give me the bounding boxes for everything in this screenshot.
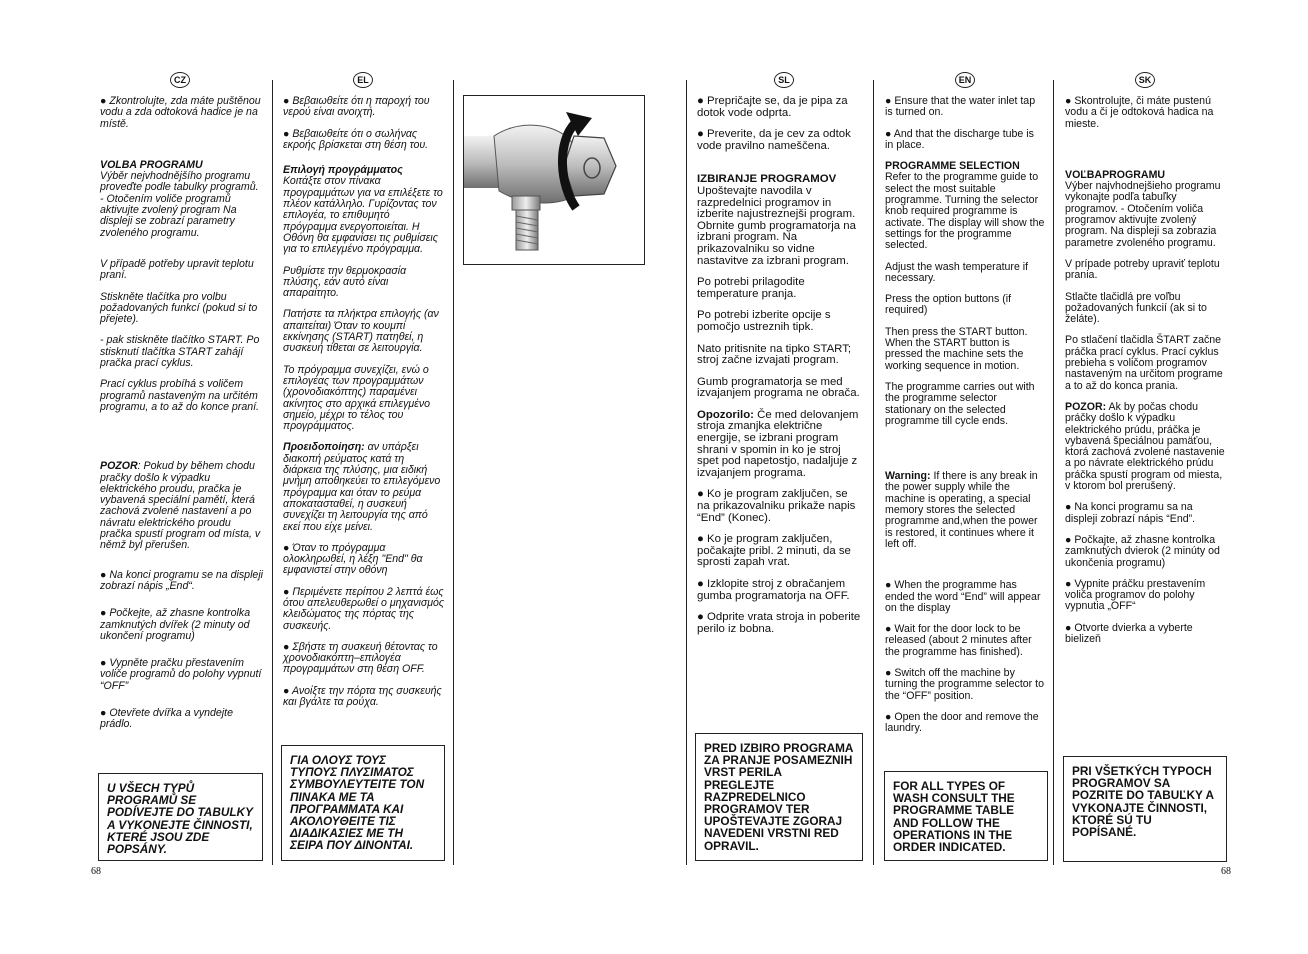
column-divider (453, 80, 454, 865)
text-paragraph: ● Open the door and remove the laundry. (885, 710, 1039, 735)
text-paragraph: ● Wait for the door lock to be released (about 2 minutes after the programme has finished). (885, 623, 1032, 658)
warning-text: Če med delovanjem stroja zmanjka električne energije, se izbrani program shrani v spomin in ko je stroj spet pod napetostjo, nadaljuje z izvajanjem programa. (697, 408, 859, 479)
text-paragraph: ● Switch off the machine by turning the programme selector to the “OFF” position. (885, 666, 1044, 702)
column-divider (1053, 80, 1054, 865)
badge-sl: SL (774, 72, 794, 88)
text-paragraph: Press the option buttons (if required) (885, 293, 1012, 317)
section-heading: IZBIRANJE PROGRAMOV (697, 173, 837, 186)
column-cz (100, 70, 264, 741)
note-box-cz: U VŠECH TYPŮ PROGRAMŮ SE PODÍVEJTE DO TABULKY A VYKONEJTE ČINNOSTI, KTERÉ JSOU ZDE POPSÁNY. (98, 773, 263, 861)
section-heading: VOLBA PROGRAMU (100, 158, 203, 171)
text-paragraph: ● Skontrolujte, či máte pustenú vodu a či je odtoková hadica na mieste. (1065, 95, 1214, 130)
text-paragraph: ● Zkontrolujte, zda máte puštěnou vodu a zda odtoková hadice je na místě. (100, 95, 261, 130)
text-paragraph: Stlačte tlačidlá pre voľbu požadovaných funkcií (ak si to želáte). (1065, 290, 1207, 326)
text-paragraph: Gumb programatorja se med izvajanjem programa ne obrača. (697, 375, 860, 400)
text-paragraph: Πατήστε τα πλήκτρα επιλογής (αν απαιτείται) Όταν το κουμπί εκκίνησης (START) πατηθεί, η συσκευή τίθεται σε λειτουργία. (283, 308, 439, 355)
text-paragraph: Výber najvhodnejšieho programu vykonajte podľa tabuľky programov. - Otočením voliča programov aktivujte zvolený program. Na displeji sa zobrazia parametre zvoleného programu. (1065, 180, 1221, 249)
text-paragraph: ● Vypněte pračku přestavením voliče programů do polohy vypnutí “OFF” (100, 657, 262, 692)
text-paragraph: Refer to the programme guide to select the most suitable programme. Turning the selector knob required programme is activate. The display will show the settings for the programme selected. (885, 171, 1045, 252)
column-el (283, 70, 445, 718)
text-paragraph: ● Na konci programu sa na displeji zobrazí nápis “End”. (1065, 501, 1196, 525)
section-heading: PROGRAMME SELECTION (885, 160, 1020, 173)
text-paragraph: Stiskněte tlačítka pro volbu požadovaných funkcí (pokud si to přejete). (100, 290, 258, 326)
warning-paragraph (283, 442, 445, 532)
warning-paragraph (1065, 402, 1228, 492)
warning-text: : Pokud by během chodu pračky došlo k výpadku elektrického proudu, pračka je vybavená speciální pamětí, která zachová zvolené nastavení a po návratu elektrického proudu pračka spustí program od místa, v němž byl přerušen. (100, 460, 261, 552)
text-paragraph: ● Ko je program zaključen, se na prikazovalniku prikaže napis “End” (Konec). (697, 488, 856, 524)
text-paragraph: ● Σβήστε τη συσκευή θέτοντας το χρονοδιακόπτη–επιλογέα προγραμμάτων στη θέση OFF. (283, 640, 438, 676)
text-paragraph: Po potrebi prilagodite temperature pranja. (697, 276, 805, 300)
warning-paragraph (697, 410, 863, 480)
text-paragraph: ● Περιμένετε περίπου 2 λεπτά έως ότου απελευθερωθεί ο μηχανισμός κλειδώματος της πόρτας της συσκευής. (283, 585, 445, 632)
text-paragraph: ● Otevřete dvířka a vyndejte prádlo. (100, 706, 233, 731)
text-paragraph: ● Ko je program zaključen, počakajte pribl. 2 minuti, da se sprosti zapah vrat. (697, 533, 851, 569)
section-heading: Επιλογή προγράμματος (283, 164, 403, 177)
text-paragraph: ● Prepričajte se, da je pipa za dotok vode odprta. (697, 95, 848, 119)
text-paragraph: Then press the START button. When the START button is pressed the machine sets the working sequence in motion. (885, 325, 1028, 372)
text-paragraph: ● And that the discharge tube is in place. (885, 127, 1034, 151)
text-paragraph: Ρυθμίστε την θερμοκρασία πλύσης, εάν αυτό είναι απαραίτητο. (283, 264, 407, 300)
column-divider (686, 80, 687, 865)
note-box-sk: PRI VŠETKÝCH TYPOCH PROGRAMOV SA POZRITE DO TABUĽKY A VYKONAJTE ČINNOSTI, KTORÉ SÚ TU POPÍSANÉ. (1063, 756, 1227, 862)
text-paragraph: ● Vypnite práčku prestavením voliča programov do polohy vypnutia „OFF“ (1065, 577, 1206, 613)
text-paragraph: ● Počkajte, až zhasne kontrolka zamknutých dvierok (2 minúty od ukončenia programu) (1065, 533, 1220, 569)
column-sl (697, 70, 863, 645)
warning-text: αν υπάρξει διακοπή ρεύματος κατά τη διάρκεια της πλύσης, μια ειδική μνήμη αποθηκεύει το επιλεγόμενο πρόγραμμα και όταν το ρεύμα αποκατασταθεί, η συσκευή συνεχίζει τη λειτουργία της από εκεί που είχε μείνει. (283, 441, 441, 533)
text-paragraph: Po potrebi izberite opcije s pomočjo ustreznih tipk. (697, 309, 831, 333)
column-sk (1065, 70, 1228, 655)
text-paragraph: ● Βεβαιωθείτε ότι η παροχή του νερού είναι ανοιχτή. (283, 95, 430, 119)
text-paragraph: ● Izklopite stroj z obračanjem gumba programatorja na OFF. (697, 578, 850, 602)
text-paragraph: ● Počkejte, až zhasne kontrolka zamknutých dvířek (2 minuty od ukončení programu) (100, 607, 251, 642)
text-paragraph: ● When the programme has ended the word “End” will appear on the display (885, 579, 1041, 614)
note-box-el: ΓΙΑ ΟΛΟΥΣ ΤΟΥΣ ΤΥΠΟΥΣ ΠΛΥΣΙΜΑΤΟΣ ΣΥΜΒΟΥΛΕΥΤΕΙΤΕ ΤΟΝ ΠΙΝΑΚΑ ΜΕ ΤΑ ΠΡΟΓΡΑΜΜΑΤΑ ΚΑΙ ΑΚΟΛΟΥΘΕΙΤΕ ΤΙΣ ΔΙΑΔΙΚΑΣΙΕΣ ΜΕ ΤΗ ΣΕΙΡΑ ΠΟΥ ΔΙΝΟΝΤΑΙ. (281, 745, 445, 861)
tap-illustration (463, 95, 645, 265)
page-number-left: 68 (91, 866, 101, 877)
warning-label: Opozorilo: (697, 408, 754, 421)
text-paragraph: Adjust the wash temperature if necessary. (885, 260, 1029, 284)
warning-label: POZOR (100, 460, 138, 473)
text-paragraph: V prípade potreby upraviť teplotu prania. (1065, 257, 1220, 282)
text-paragraph: Po stlačení tlačidla ŠTART začne práčka prací cyklus. Prací cyklus prebieha s voličom programov nastaveným na určitom programe a to až do konca prania. (1065, 334, 1223, 392)
badge-en: EN (955, 72, 975, 88)
text-paragraph: Výběr nejvhodnějšího programu proveďte podle tabulky programů. - Otočením voliče programů aktivujte zvolený program Na displeji se zobrazí parametry zvoleného programu. (100, 170, 259, 239)
text-paragraph: ● Ensure that the water inlet tap is turned on. (885, 95, 1036, 119)
text-paragraph: ● Otvorte dvierka a vyberte bielizeň (1065, 621, 1193, 645)
warning-text: Ak by počas chodu práčky došlo k výpadku elektrického prúdu, práčka je vybavená špeciálnou pamäťou, ktorá zachová zvolené nastavenie a po návrate elektrického prúdu práčka spustí program od miesta, v ktorom bol prerušený. (1065, 400, 1225, 493)
text-paragraph: ● Ανοίξτε την πόρτα της συσκευής και βγάλτε τα ρούχα. (283, 684, 442, 709)
text-paragraph: ● Odprite vrata stroja in poberite perilo iz bobna. (697, 611, 861, 635)
text-paragraph: - pak stiskněte tlačítko START. Po stisknutí tlačítka START zahájí pračka prací cyklus. (100, 334, 260, 370)
text-paragraph: Nato pritisnite na tipko START; stroj začne izvajati program. (697, 342, 852, 367)
text-paragraph: ● Na konci programu se na displeji zobrazí nápis „End“. (100, 568, 264, 592)
warning-label: POZOR: (1065, 400, 1107, 413)
page-number-right: 68 (1221, 866, 1231, 877)
text-paragraph: The programme carries out with the programme selector stationary on the selected programme till cycle ends. (885, 380, 1035, 427)
column-divider (272, 80, 273, 865)
section-heading: VOĽBAPROGRAMU (1065, 168, 1166, 181)
badge-el: EL (353, 72, 373, 88)
text-paragraph: Prací cyklus probíhá s voličem programů nastaveným na určitém programu, a to až do konce praní. (100, 378, 259, 413)
badge-cz: CZ (170, 72, 190, 88)
text-paragraph: Το πρόγραμμα συνεχίζει, ενώ ο επιλογέας των προγραμμάτων (χρονοδιακόπτης) παραμένει ακίνητος στο αρχικά επιλεγμένο σημείο, μέχρι το τέλος του προγράμματος. (283, 363, 431, 433)
warning-text: If there is any break in the power supply while the machine is operating, a special memory stores the selected programme and,when the power is restored, it continues where it left off. (885, 470, 1038, 550)
warning-paragraph (100, 461, 264, 551)
text-paragraph: Κοιτάξτε στον πίνακα προγραμμάτων για να επιλέξετε το πλέον κατάλληλο. Γυρίζοντας τον επιλογέα, το επιθυμητό πρόγραμμα ενεργοποιείται. Η Οθόνη θα εμφανίσει τις ρυθμίσεις για το επιλεγμένο πρόγραμμα. (283, 175, 443, 256)
column-divider (873, 80, 874, 865)
text-paragraph: ● Preverite, da je cev za odtok vode pravilno nameščena. (697, 128, 851, 152)
text-paragraph: ● Όταν το πρόγραμμα ολοκληρωθεί, η λέξη "End" θα εμφανιστεί στην οθόνη (283, 541, 423, 577)
note-box-sl: PRED IZBIRO PROGRAMA ZA PRANJE POSAMEZNIH VRST PERILA PREGLEJTE RAZPREDELNICO PROGRAMOV TER UPOŠTEVAJTE ZGORAJ NAVEDENI VRSTNI RED OPRAVIL. (695, 733, 863, 861)
water-tap-icon (464, 96, 644, 264)
text-paragraph: V případě potřeby upravit teplotu praní. (100, 257, 254, 282)
text-paragraph: ● Βεβαιωθείτε ότι ο σωλήνας εκροής βρίσκεται στη θέση του. (283, 127, 429, 151)
warning-label: Warning: (885, 470, 931, 483)
badge-sk: SK (1135, 72, 1155, 88)
warning-label: Προειδοποίηση: (283, 441, 365, 454)
column-en (885, 70, 1045, 744)
warning-paragraph (885, 471, 1045, 550)
note-box-en: FOR ALL TYPES OF WASH CONSULT THE PROGRAMME TABLE AND FOLLOW THE OPERATIONS IN THE ORDER INDICATED. (884, 771, 1048, 861)
text-paragraph: Upoštevajte navodila v razpredelnici programov in izberite najustreznejši program. Obrnite gumb programatorja na izbrani program. Na prikazovalniku so vidne nastavitve za izbrani program. (697, 184, 856, 267)
